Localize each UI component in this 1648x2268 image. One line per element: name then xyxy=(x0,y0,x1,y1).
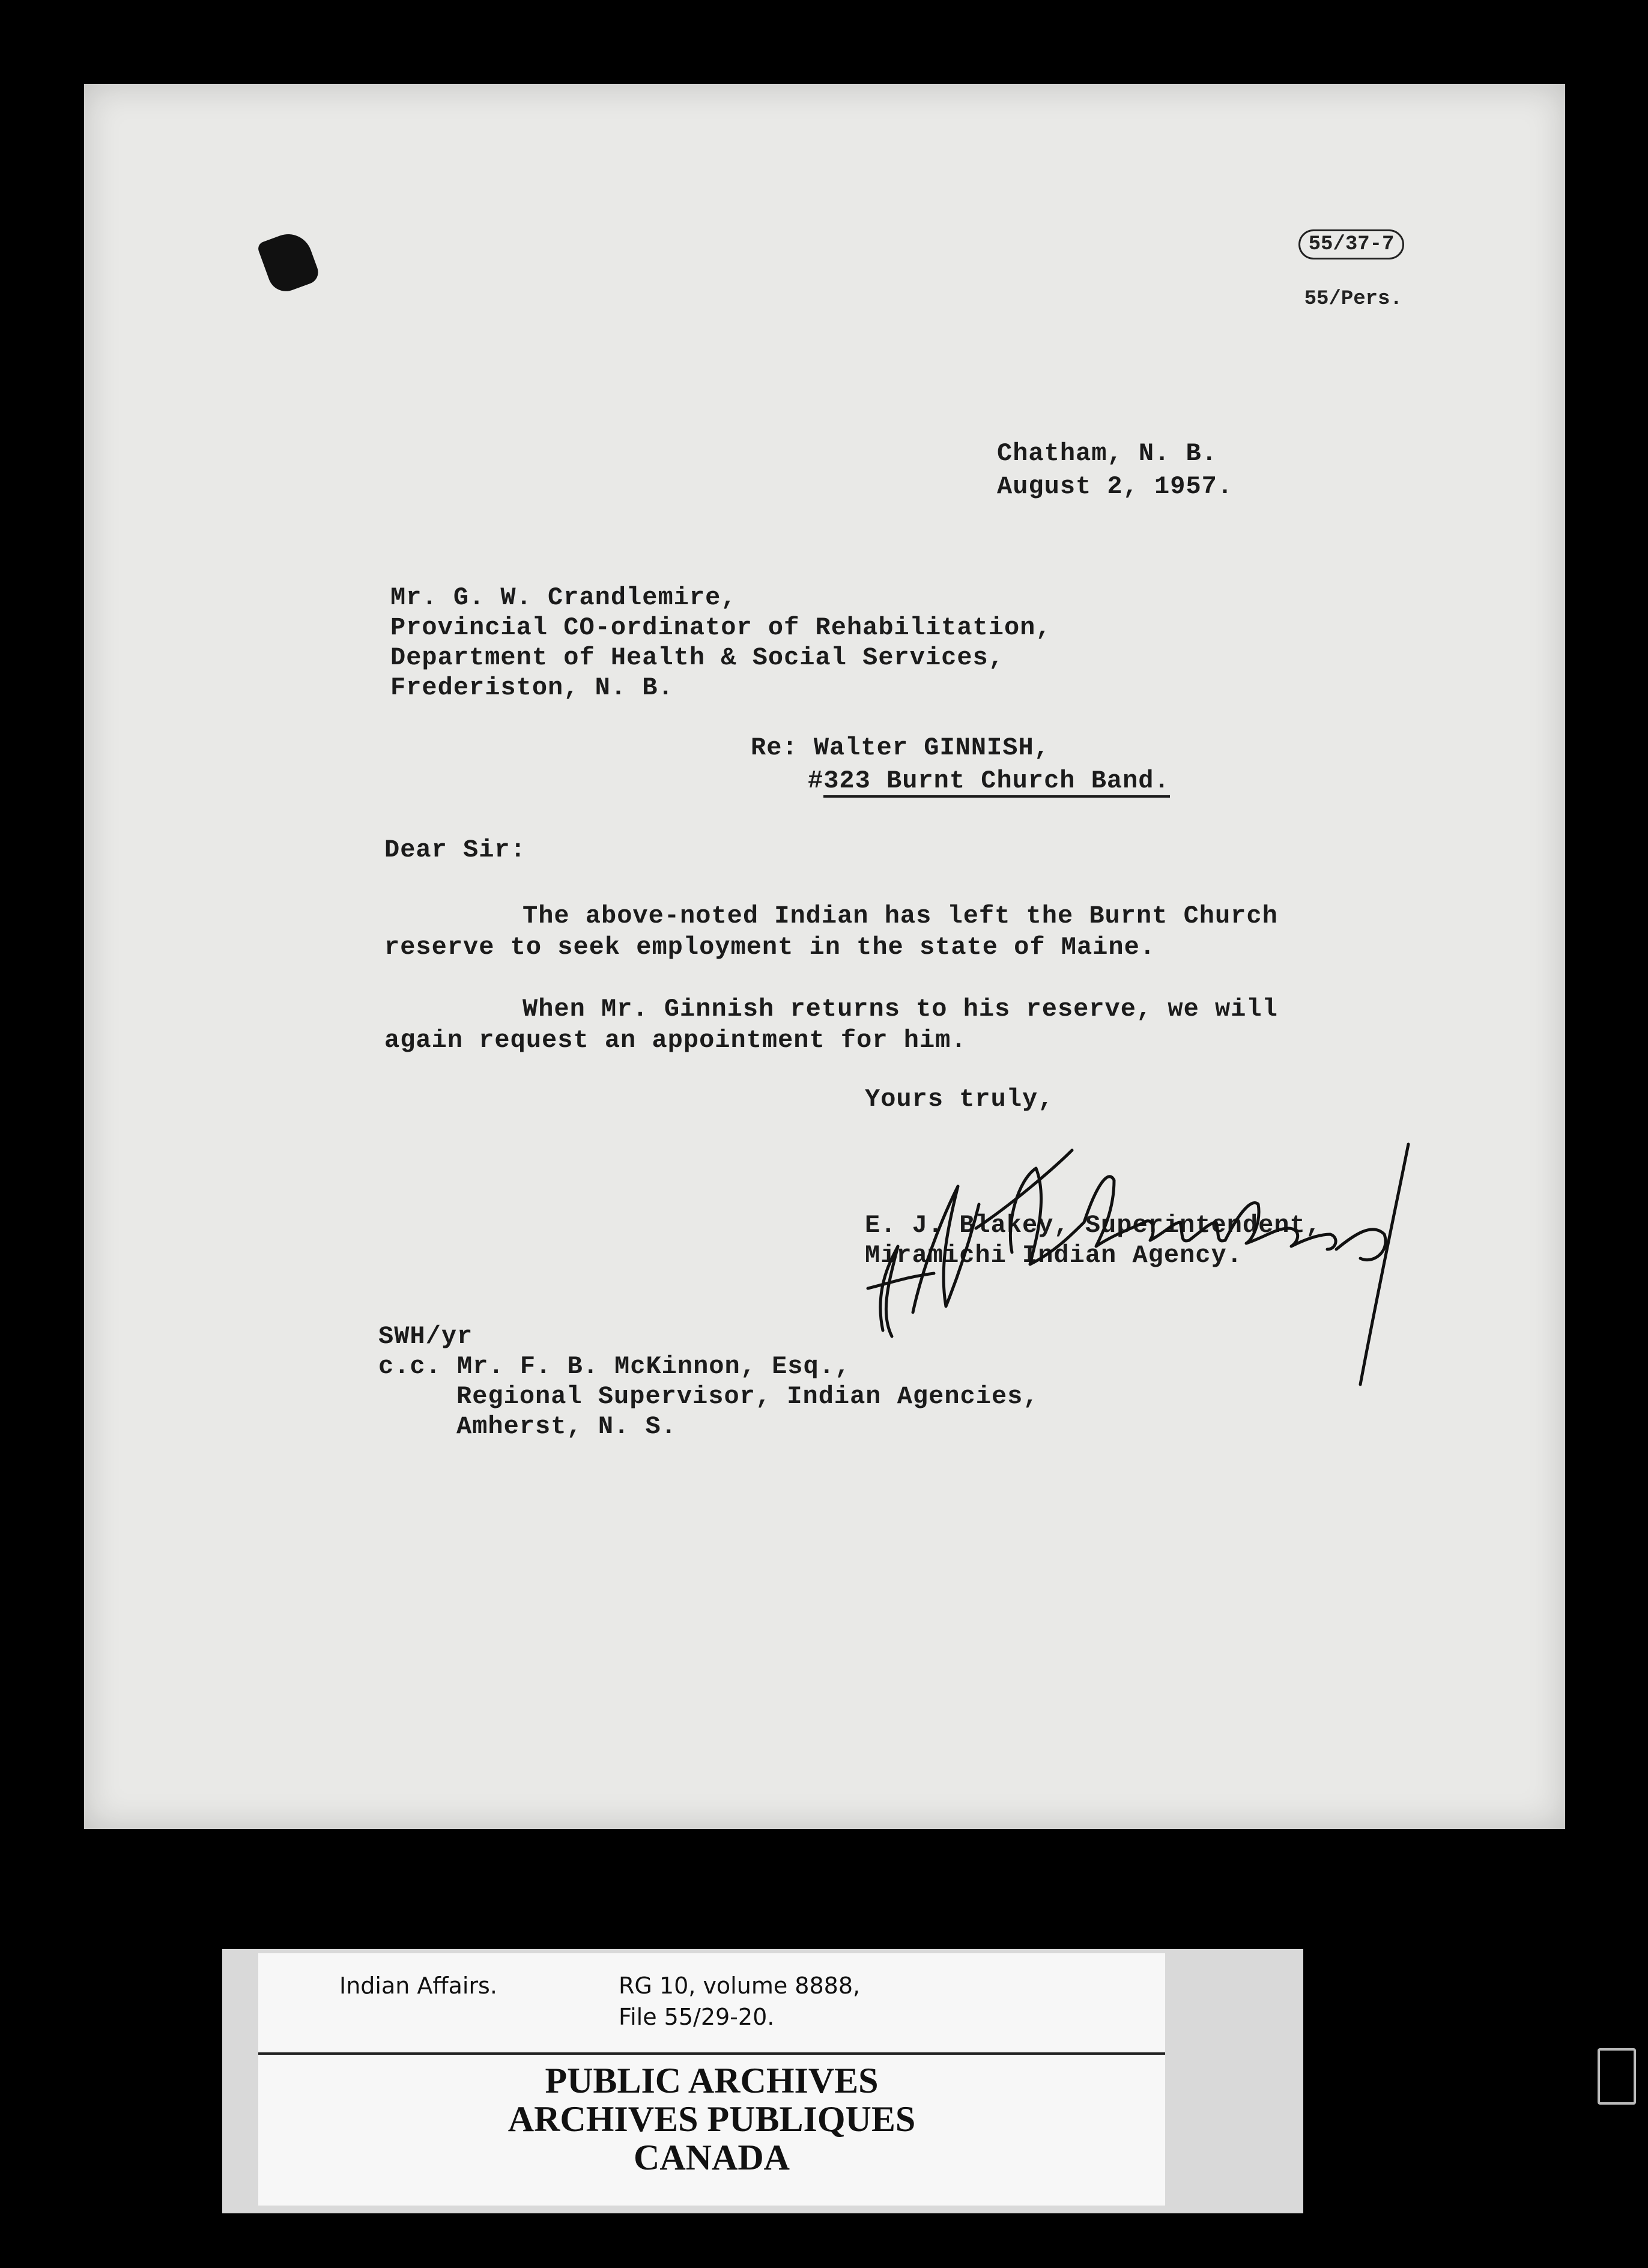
archive-name-fr: ARCHIVES PUBLIQUES xyxy=(507,2099,916,2139)
addressee-line: Department of Health & Social Services, xyxy=(390,643,1004,672)
frame-counter-mark xyxy=(1598,2048,1636,2105)
archive-rg-volume: RG 10, volume 8888, xyxy=(619,1972,861,1999)
addressee-line: Provincial CO-ordinator of Rehabilitation, xyxy=(390,613,1052,642)
signer-line: Miramichi Indian Agency. xyxy=(865,1241,1243,1270)
re-line: Re: Walter GINNISH, xyxy=(751,733,1050,762)
handwritten-signature xyxy=(856,1132,1468,1396)
closing: Yours truly, xyxy=(865,1085,1054,1114)
archive-file: File 55/29-20. xyxy=(619,2004,775,2030)
letter-place: Chatham, N. B. xyxy=(997,439,1217,468)
salutation: Dear Sir: xyxy=(384,835,526,864)
archive-name-en: PUBLIC ARCHIVES xyxy=(545,2061,879,2100)
paragraph-line: reserve to seek employment in the state of Maine. xyxy=(384,933,1156,962)
archive-series: Indian Affairs. xyxy=(339,1972,497,1999)
re-band-underlined: 323 Burnt Church Band. xyxy=(823,766,1170,798)
letter-page xyxy=(84,84,1565,1829)
archive-country: CANADA xyxy=(634,2138,790,2177)
file-ref-second: 55/Pers. xyxy=(1304,288,1402,311)
letter-date: August 2, 1957. xyxy=(997,472,1234,501)
file-ref-circled: 55/37-7 xyxy=(1298,229,1405,259)
file-reference xyxy=(1249,203,1404,339)
cc-line: c.c. Mr. F. B. McKinnon, Esq., xyxy=(378,1352,851,1381)
archive-label-reference xyxy=(258,1953,1165,2055)
signer-line: E. J. Blakey, Superintendent, xyxy=(865,1211,1321,1240)
paragraph-line: again request an appointment for him. xyxy=(384,1026,967,1055)
cc-line: Amherst, N. S. xyxy=(456,1412,677,1441)
cc-line: Regional Supervisor, Indian Agencies, xyxy=(456,1382,1039,1411)
typist-initials: SWH/yr xyxy=(378,1322,473,1351)
re-band-prefix: # xyxy=(808,766,824,795)
addressee-line: Mr. G. W. Crandlemire, xyxy=(390,583,737,612)
archive-label-card xyxy=(258,1953,1165,2206)
re-band-line xyxy=(808,766,1170,796)
addressee-line: Frederiston, N. B. xyxy=(390,673,674,702)
paragraph-line: The above-noted Indian has left the Burnt Church xyxy=(523,902,1278,930)
punch-hole-mark xyxy=(256,228,322,296)
paragraph-line: When Mr. Ginnish returns to his reserve, we will xyxy=(523,995,1278,1023)
